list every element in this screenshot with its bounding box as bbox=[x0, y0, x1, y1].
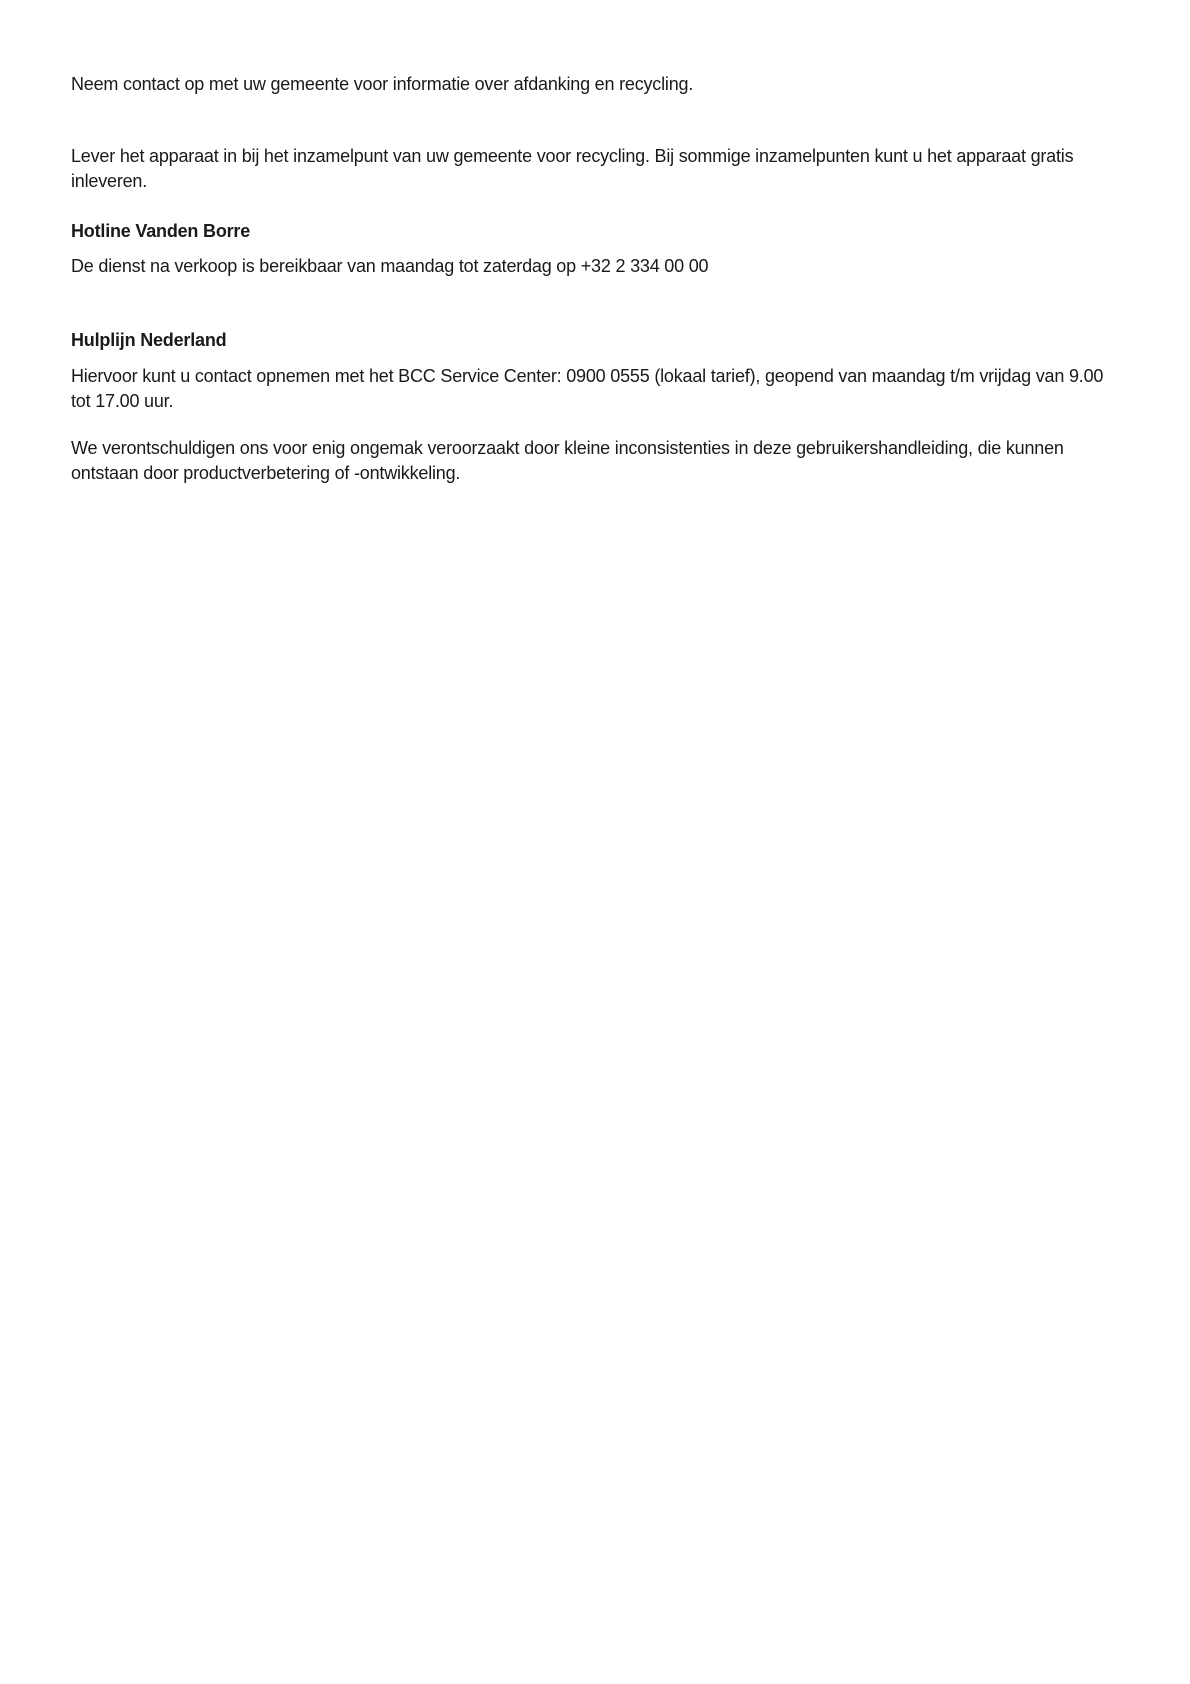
hotline-vanden-borre-heading: Hotline Vanden Borre bbox=[71, 221, 251, 241]
recycling-dropoff-paragraph: Lever het apparaat in bij het inzamelpunt van uw gemeente voor recycling. Bij sommige inzamelpunten kunt u het apparaat gratis inleveren. bbox=[71, 146, 1074, 191]
hulplijn-nederland-heading: Hulplijn Nederland bbox=[71, 330, 227, 350]
disclaimer-paragraph: We verontschuldigen ons voor enig ongemak veroorzaakt door kleine inconsistenties in deze gebruikershandleiding, die kunnen ontstaan door productverbetering of -ontwikkeling. bbox=[71, 438, 1064, 483]
hulplijn-nederland-text: Hiervoor kunt u contact opnemen met het BCC Service Center: 0900 0555 (lokaal tarief), geopend van maandag t/m vrijdag van 9.00 tot 17.00 uur. bbox=[71, 366, 1104, 411]
hotline-vanden-borre-text: De dienst na verkoop is bereikbaar van maandag tot zaterdag op +32 2 334 00 00 bbox=[71, 256, 709, 276]
disposal-info-paragraph: Neem contact op met uw gemeente voor informatie over afdanking en recycling. bbox=[71, 74, 694, 94]
